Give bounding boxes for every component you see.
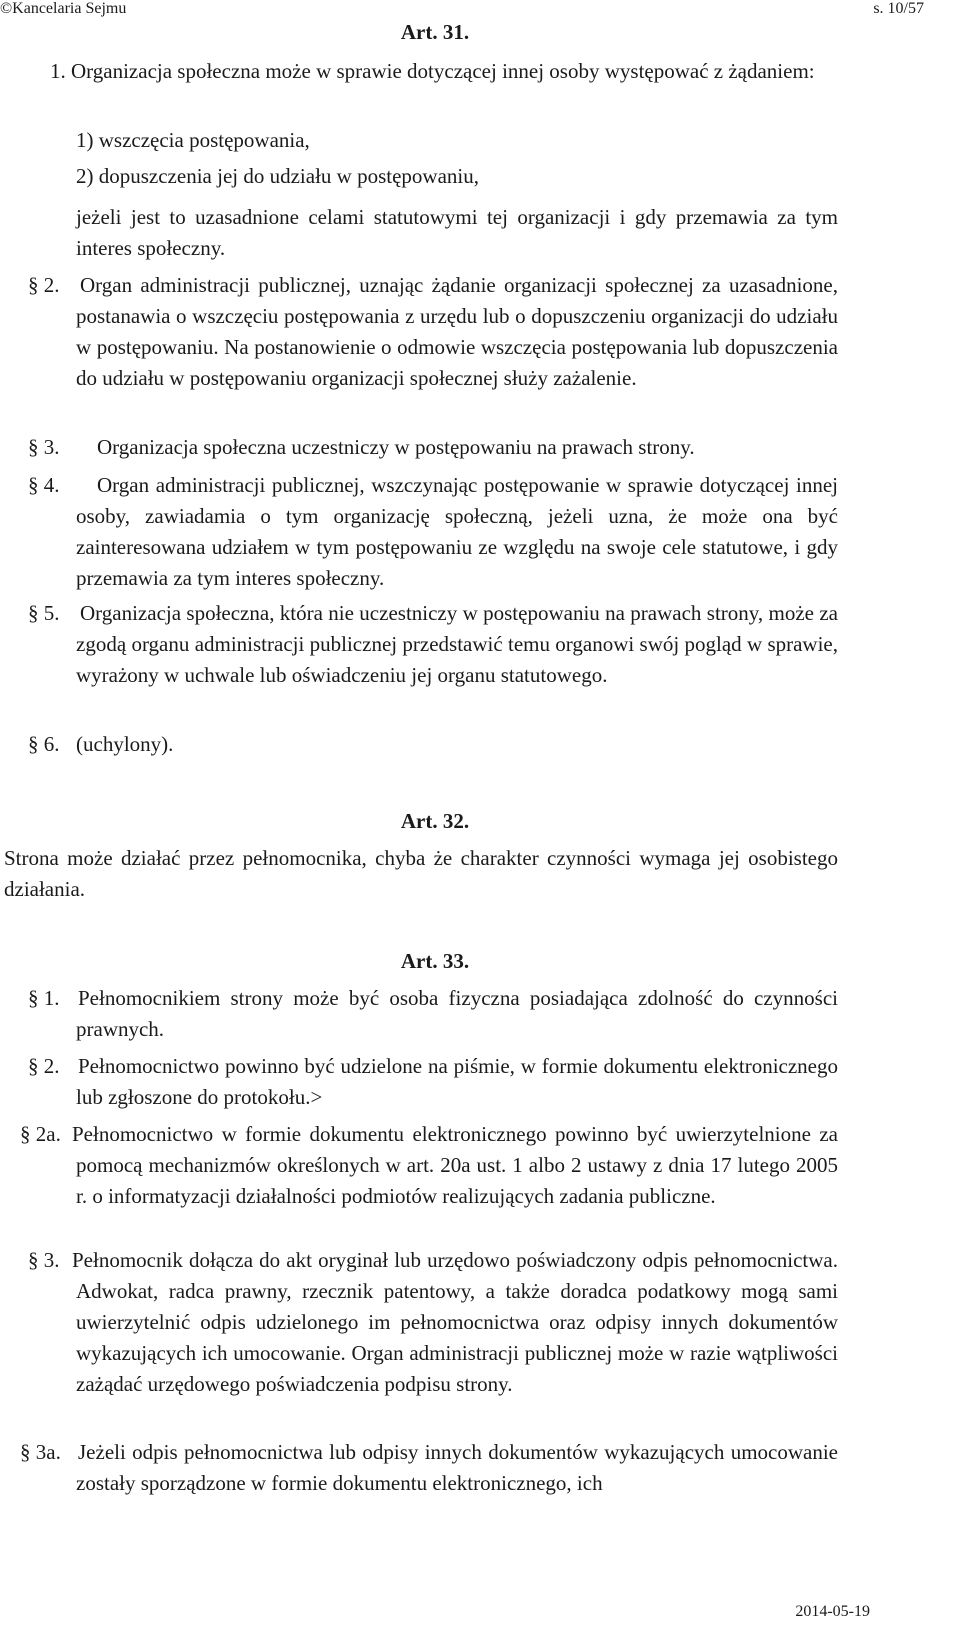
art-31-par-6-number: § 6. xyxy=(28,732,60,756)
art-33-par-2a-number: § 2a. xyxy=(20,1122,61,1146)
art-33-par-1-number: § 1. xyxy=(28,986,60,1010)
art-31-title: Art. 31. xyxy=(400,20,470,44)
art-31-par-1-lead: 1. Organizacja społeczna może w sprawie dotyczącej innej osoby występować z żądaniem: xyxy=(50,59,815,83)
art-33-title: Art. 33. xyxy=(400,949,470,973)
art-31-par-6-text: (uchylony). xyxy=(76,732,174,756)
art-31-par-1-item-2: 2) dopuszczenia jej do udziału w postępowaniu, xyxy=(76,164,479,188)
art-31-par-3-text: Organizacja społeczna uczestniczy w postępowaniu na prawach strony. xyxy=(97,435,695,459)
art-32-text: Strona może działać przez pełnomocnika, chyba że charakter czynności wymaga jej osobistego działania. xyxy=(4,846,838,901)
art-31-par-5-text: Organizacja społeczna, która nie uczestniczy w postępowaniu na prawach strony, może za zgodą organu administracji publicznej przedstawić temu organowi swój pogląd w sprawie, wyrażony w uchwale lub oświadczeniu jej organu statutowego. xyxy=(76,601,838,687)
footer-date: 2014-05-19 xyxy=(795,1603,870,1620)
art-33-par-3-text: Pełnomocnik dołącza do akt oryginał lub urzędowo poświadczony odpis pełnomocnictwa. Adwokat, radca prawny, rzecznik patentowy, a także doradca podatkowy mogą sami uwierzytelnić odpis udzielonego im pełnomocnictwa oraz odpisy innych dokumentów wykazujących ich umocowanie. Organ administracji publicznej może w razie wątpliwości zażądać urzędowego poświadczenia podpisu strony. xyxy=(72,1248,838,1396)
header-source: ©Kancelaria Sejmu xyxy=(0,0,127,17)
art-31-par-3-number: § 3. xyxy=(28,435,60,459)
art-33-par-3a-number: § 3a. xyxy=(20,1440,61,1464)
header-page-number: s. 10/57 xyxy=(873,0,924,17)
art-31-par-4-text: Organ administracji publicznej, wszczynając postępowanie w sprawie dotyczącej innej osoby, zawiadamia o tym organizację społeczną, jeżeli uzna, że może ona być zainteresowana udziałem w tym postępowaniu ze względu na swoje cele statutowe, i gdy przemawia za tym interes społeczny. xyxy=(76,473,838,590)
art-33-par-2a-text: Pełnomocnictwo w formie dokumentu elektronicznego powinno być uwierzytelnione za pomocą mechanizmów określonych w art. 20a ust. 1 albo 2 ustawy z dnia 17 lutego 2005 r. o informatyzacji działalności podmiotów realizujących zadania publiczne. xyxy=(72,1122,838,1208)
art-31-par-1-tail: jeżeli jest to uzasadnione celami statutowymi tej organizacji i gdy przemawia za tym interes społeczny. xyxy=(76,205,838,260)
art-33-par-3-number: § 3. xyxy=(28,1248,60,1272)
art-31-par-2-text: Organ administracji publicznej, uznając żądanie organizacji społecznej za uzasadnione, postanawia o wszczęciu postępowania z urzędu lub o dopuszczeniu organizacji do udziału w postępowaniu. Na postanowienie o odmowie wszczęcia postępowania lub dopuszczenia do udziału w postępowaniu organizacji społecznej służy zażalenie. xyxy=(76,273,838,390)
art-32-title: Art. 32. xyxy=(400,809,470,833)
art-31-par-4-number: § 4. xyxy=(28,473,60,497)
art-33-par-1-text: Pełnomocnikiem strony może być osoba fizyczna posiadająca zdolność do czynności prawnych. xyxy=(76,986,838,1041)
art-31-par-1-item-1: 1) wszczęcia postępowania, xyxy=(76,128,310,152)
art-33-par-3a-text: Jeżeli odpis pełnomocnictwa lub odpisy innych dokumentów wykazujących umocowanie zostały sporządzone w formie dokumentu elektronicznego, ich xyxy=(76,1440,838,1495)
art-31-par-5-number: § 5. xyxy=(28,601,60,625)
art-33-par-2-number: § 2. xyxy=(28,1054,60,1078)
art-31-par-2-number: § 2. xyxy=(28,273,60,297)
art-33-par-2-text: Pełnomocnictwo powinno być udzielone na piśmie, w formie dokumentu elektronicznego lub zgłoszone do protokołu.> xyxy=(76,1054,838,1109)
